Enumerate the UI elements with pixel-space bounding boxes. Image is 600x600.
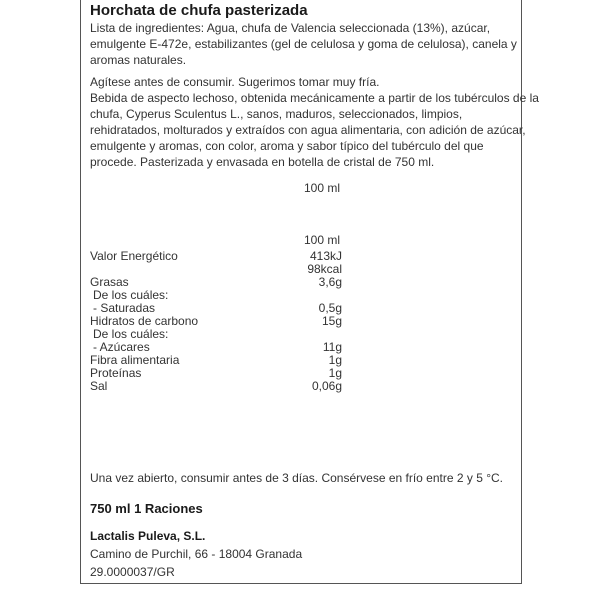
fat-of-which-label: De los cuáles:: [93, 288, 169, 302]
carbs-of-which-label: De los cuáles:: [93, 327, 169, 341]
serving-column-header: 100 ml: [304, 181, 341, 195]
protein-value: 1g: [328, 366, 342, 380]
company-address: Camino de Purchil, 66 - 18004 Granada: [90, 547, 303, 561]
ingredients-line: emulgente E-472e, estabilizantes (gel de celulosa y goma de celulosa), canela y: [90, 37, 517, 51]
fat-value: 3,6g: [318, 275, 342, 289]
description-line: rehidratados, molturados y extraídos con agua alimentaria, con adición de azúcar,: [90, 123, 526, 137]
carbs-value: 15g: [321, 314, 342, 328]
ingredients-line: aromas naturales.: [90, 53, 187, 67]
protein-label: Proteínas: [90, 366, 142, 380]
registry-code: 29.0000037/GR: [90, 565, 175, 579]
description-line: chufa, Cyperus Sculentus L., sanos, maduros, seleccionados, limpios,: [90, 107, 463, 121]
ingredients-line: Lista de ingredientes: Agua, chufa de Valencia seleccionada (13%), azúcar,: [90, 21, 491, 35]
quantity-portions: 750 ml 1 Raciones: [90, 501, 203, 516]
energy-kj-value: 413kJ: [309, 249, 342, 263]
ingredients-paragraph: [90, 20, 517, 68]
product-title: Horchata de chufa pasterizada: [90, 2, 308, 19]
fibre-value: 1g: [328, 353, 342, 367]
description-line: emulgente y aromas, con color, aroma y sabor típico del tubérculo del que: [90, 139, 484, 153]
usage-paragraph: [90, 74, 539, 170]
usage-line: Agítese antes de consumir. Sugerimos tomar muy fría.: [90, 75, 380, 89]
energy-kcal-value: 98kcal: [307, 262, 342, 276]
sugars-label: - Azúcares: [93, 340, 150, 354]
description-line: Bebida de aspecto lechoso, obtenida mecánicamente a partir de los tubérculos de la: [90, 91, 539, 105]
sugars-value: 11g: [322, 340, 342, 354]
description-line: procede. Pasterizada y envasada en botella de cristal de 750 ml.: [90, 155, 435, 169]
energy-label: Valor Energético: [90, 249, 178, 263]
storage-instructions: Una vez abierto, consumir antes de 3 días. Consérvese en frío entre 2 y 5 °C.: [90, 471, 504, 485]
salt-value: 0,06g: [311, 379, 342, 393]
carbs-label: Hidratos de carbono: [90, 314, 199, 328]
company-name: Lactalis Puleva, S.L.: [90, 529, 206, 543]
fibre-label: Fibra alimentaria: [90, 353, 180, 367]
salt-label: Sal: [90, 379, 108, 393]
saturates-value: 0,5g: [318, 301, 342, 315]
nutrition-column-header: 100 ml: [304, 233, 341, 247]
fat-label: Grasas: [90, 275, 129, 289]
saturates-label: - Saturadas: [93, 301, 156, 315]
